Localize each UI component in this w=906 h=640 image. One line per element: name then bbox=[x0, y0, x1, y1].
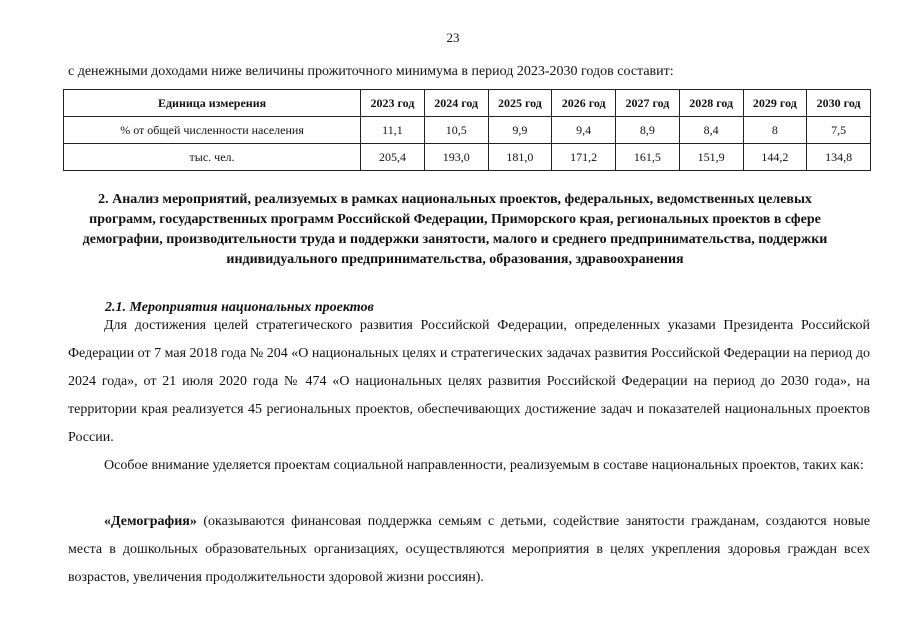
table-header-row bbox=[64, 90, 871, 117]
table-cell: 8 bbox=[743, 117, 807, 144]
table-cell: 205,4 bbox=[361, 144, 425, 171]
table-header-cell: 2023 год bbox=[361, 90, 425, 117]
table-cell: 10,5 bbox=[424, 117, 488, 144]
intro-line: с денежными доходами ниже величины прожиточного минимума в период 2023-2030 годов составит: bbox=[68, 64, 674, 79]
table-cell: 171,2 bbox=[552, 144, 616, 171]
table-header-cell: 2024 год bbox=[424, 90, 488, 117]
population-income-table bbox=[63, 89, 871, 171]
table-cell: 161,5 bbox=[616, 144, 680, 171]
table-row bbox=[64, 144, 871, 171]
table-cell: 181,0 bbox=[488, 144, 552, 171]
table-header-cell: 2029 год bbox=[743, 90, 807, 117]
demography-project-name: «Демография» bbox=[104, 514, 197, 529]
table-header-cell: 2027 год bbox=[616, 90, 680, 117]
table-header-cell: 2025 год bbox=[488, 90, 552, 117]
table-row bbox=[64, 117, 871, 144]
paragraph-demography bbox=[68, 508, 870, 592]
paragraph-goals: Для достижения целей стратегического развития Российской Федерации, определенных указами Президента Российской Федерации от 7 мая 2018 года № 204 «О национальных целях и стратегических задачах развития Российской Федерации на период до 2024 года», от 21 июля 2020 года № 474 «О национальных целях развития Российской Федерации на период до 2030 года», на территории края реализуется 45 региональных проектов, обеспечивающих достижение задач и показателей национальных проектов России. bbox=[68, 318, 870, 445]
paragraph-social-projects: Особое внимание уделяется проектам социальной направленности, реализуемым в составе национальных проектов, таких как: bbox=[104, 458, 864, 473]
table-cell: 8,4 bbox=[679, 117, 743, 144]
section-heading: 2. Анализ мероприятий, реализуемых в рамках национальных проектов, федеральных, ведомственных целевых программ, государственных программ Российской Федерации, Приморского края, региональных проектов в сфере демографии, производительности труда и поддержки занятости, малого и среднего предпринимательства, поддержки индивидуального предпринимательства, образования, здравоохранения bbox=[82, 192, 828, 267]
table-cell: % от общей численности населения bbox=[64, 117, 361, 144]
table-cell: 193,0 bbox=[424, 144, 488, 171]
subsection-heading: 2.1. Мероприятия национальных проектов bbox=[105, 300, 374, 315]
table-cell: 9,4 bbox=[552, 117, 616, 144]
table-cell: 7,5 bbox=[807, 117, 871, 144]
table-cell: 9,9 bbox=[488, 117, 552, 144]
table-cell: 8,9 bbox=[616, 117, 680, 144]
table-header-cell: Единица измерения bbox=[64, 90, 361, 117]
table-header-cell: 2028 год bbox=[679, 90, 743, 117]
table-header-cell: 2026 год bbox=[552, 90, 616, 117]
table-cell: тыс. чел. bbox=[64, 144, 361, 171]
table-header-cell: 2030 год bbox=[807, 90, 871, 117]
table-cell: 151,9 bbox=[679, 144, 743, 171]
table-cell: 144,2 bbox=[743, 144, 807, 171]
demography-description: (оказываются финансовая поддержка семьям с детьми, содействие занятости гражданам, создаются новые места в дошкольных образовательных организациях, осуществляются мероприятия в целях укрепления здоровья граждан всех возрастов, увеличения продолжительности здоровой жизни россиян). bbox=[68, 514, 870, 585]
table-cell: 11,1 bbox=[361, 117, 425, 144]
table-cell: 134,8 bbox=[807, 144, 871, 171]
page-number: 23 bbox=[446, 30, 460, 45]
